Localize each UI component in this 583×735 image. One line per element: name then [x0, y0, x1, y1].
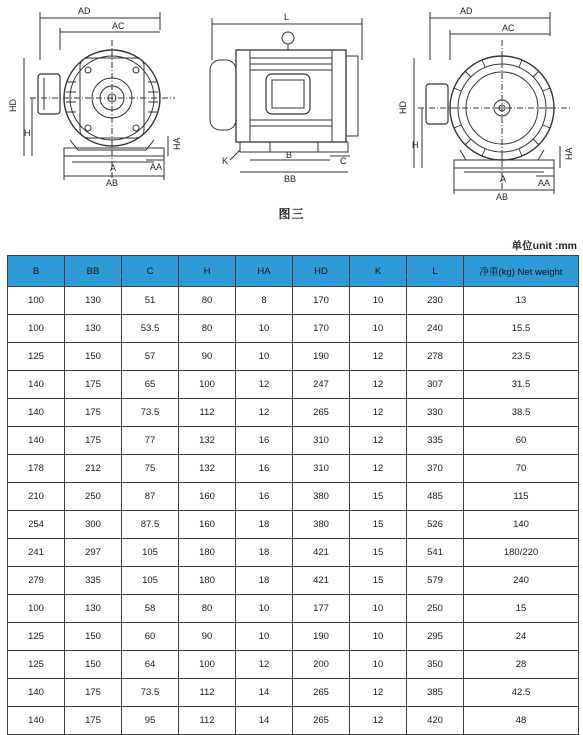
table-cell: 175 — [65, 371, 122, 399]
table-cell: 421 — [293, 567, 350, 595]
table-cell: 100 — [8, 315, 65, 343]
table-cell: 177 — [293, 595, 350, 623]
table-cell: 23.5 — [464, 343, 579, 371]
table-row — [8, 371, 579, 399]
table-cell: 60 — [122, 623, 179, 651]
table-header-row — [8, 256, 579, 287]
table-cell: 335 — [65, 567, 122, 595]
table-cell: 140 — [464, 511, 579, 539]
table-cell: 12 — [350, 707, 407, 735]
label-aa: AA — [538, 178, 551, 188]
table-cell: 8 — [236, 287, 293, 315]
label-h: H — [24, 128, 31, 138]
table-cell: 77 — [122, 427, 179, 455]
label-ac: AC — [502, 23, 515, 33]
table-cell: 42.5 — [464, 679, 579, 707]
table-cell: 130 — [65, 315, 122, 343]
table-cell: 125 — [8, 651, 65, 679]
table-cell: 31.5 — [464, 371, 579, 399]
table-cell: 12 — [350, 427, 407, 455]
table-cell: 385 — [407, 679, 464, 707]
label-ac: AC — [112, 21, 125, 31]
table-cell: 48 — [464, 707, 579, 735]
table-cell: 115 — [464, 483, 579, 511]
table-cell: 80 — [179, 287, 236, 315]
table-cell: 100 — [179, 371, 236, 399]
label-c: C — [340, 156, 347, 166]
label-hd: HD — [398, 101, 408, 114]
table-row — [8, 455, 579, 483]
table-cell: 250 — [65, 483, 122, 511]
table-cell: 80 — [179, 315, 236, 343]
table-row — [8, 539, 579, 567]
table-cell: 541 — [407, 539, 464, 567]
table-cell: 38.5 — [464, 399, 579, 427]
table-cell: 100 — [179, 651, 236, 679]
table-cell: 125 — [8, 343, 65, 371]
table-cell: 175 — [65, 679, 122, 707]
table-cell: 112 — [179, 679, 236, 707]
table-cell: 87 — [122, 483, 179, 511]
column-header-l: L — [407, 256, 464, 287]
table-cell: 175 — [65, 707, 122, 735]
table-cell: 370 — [407, 455, 464, 483]
label-l: L — [284, 12, 290, 22]
column-header-ha: HA — [236, 256, 293, 287]
figure-caption: 图三 — [278, 207, 305, 221]
table-cell: 18 — [236, 511, 293, 539]
label-ha: HA — [564, 147, 574, 160]
table-cell: 15 — [350, 483, 407, 511]
table-row — [8, 511, 579, 539]
column-header-c: C — [122, 256, 179, 287]
table-cell: 130 — [65, 287, 122, 315]
table-cell: 10 — [236, 595, 293, 623]
table-cell: 170 — [293, 315, 350, 343]
table-cell: 330 — [407, 399, 464, 427]
table-cell: 58 — [122, 595, 179, 623]
column-header-h: H — [179, 256, 236, 287]
table-cell: 15 — [350, 511, 407, 539]
front-view-drawing — [0, 0, 195, 200]
table-cell: 105 — [122, 567, 179, 595]
table-cell: 180 — [179, 539, 236, 567]
table-cell: 254 — [8, 511, 65, 539]
table-cell: 12 — [350, 679, 407, 707]
table-cell: 130 — [65, 595, 122, 623]
table-cell: 10 — [236, 343, 293, 371]
table-cell: 230 — [407, 287, 464, 315]
table-cell: 10 — [350, 623, 407, 651]
table-cell: 241 — [8, 539, 65, 567]
table-cell: 18 — [236, 539, 293, 567]
table-cell: 80 — [179, 595, 236, 623]
table-cell: 140 — [8, 679, 65, 707]
table-row — [8, 427, 579, 455]
table-cell: 16 — [236, 455, 293, 483]
table-cell: 105 — [122, 539, 179, 567]
label-ha: HA — [172, 137, 182, 150]
table-row — [8, 651, 579, 679]
table-cell: 310 — [293, 427, 350, 455]
table-cell: 53.5 — [122, 315, 179, 343]
table-cell: 212 — [65, 455, 122, 483]
label-ad: AD — [460, 6, 473, 16]
table-cell: 140 — [8, 427, 65, 455]
label-ab: AB — [496, 192, 509, 202]
table-cell: 73.5 — [122, 399, 179, 427]
table-row — [8, 343, 579, 371]
table-cell: 180/220 — [464, 539, 579, 567]
label-b: B — [286, 150, 293, 160]
column-header-bb: BB — [65, 256, 122, 287]
table-cell: 14 — [236, 679, 293, 707]
table-cell: 95 — [122, 707, 179, 735]
table-cell: 265 — [293, 707, 350, 735]
table-cell: 190 — [293, 623, 350, 651]
table-row — [8, 567, 579, 595]
table-cell: 90 — [179, 623, 236, 651]
table-cell: 295 — [407, 623, 464, 651]
column-header-net-weight: 净重(kg) Net weight — [464, 256, 579, 287]
dimension-table — [7, 255, 579, 735]
table-cell: 12 — [350, 371, 407, 399]
table-cell: 65 — [122, 371, 179, 399]
table-cell: 420 — [407, 707, 464, 735]
table-cell: 12 — [236, 371, 293, 399]
table-cell: 112 — [179, 707, 236, 735]
table-cell: 100 — [8, 595, 65, 623]
table-cell: 150 — [65, 623, 122, 651]
side-view-drawing — [200, 0, 375, 200]
table-cell: 14 — [236, 707, 293, 735]
table-cell: 125 — [8, 623, 65, 651]
table-cell: 310 — [293, 455, 350, 483]
table-row — [8, 707, 579, 735]
table-cell: 150 — [65, 343, 122, 371]
table-cell: 12 — [350, 455, 407, 483]
label-ad: AD — [78, 6, 91, 16]
label-aa: AA — [150, 162, 163, 172]
column-header-hd: HD — [293, 256, 350, 287]
table-row — [8, 595, 579, 623]
table-cell: 380 — [293, 483, 350, 511]
table-cell: 112 — [179, 399, 236, 427]
table-cell: 279 — [8, 567, 65, 595]
table-cell: 160 — [179, 511, 236, 539]
table-cell: 132 — [179, 455, 236, 483]
table-cell: 140 — [8, 371, 65, 399]
table-cell: 15 — [350, 567, 407, 595]
table-cell: 210 — [8, 483, 65, 511]
table-cell: 160 — [179, 483, 236, 511]
label-k: K — [222, 156, 229, 166]
table-cell: 307 — [407, 371, 464, 399]
table-cell: 278 — [407, 343, 464, 371]
table-cell: 250 — [407, 595, 464, 623]
table-cell: 200 — [293, 651, 350, 679]
table-cell: 300 — [65, 511, 122, 539]
table-cell: 64 — [122, 651, 179, 679]
table-row — [8, 315, 579, 343]
table-cell: 15 — [350, 539, 407, 567]
table-cell: 15 — [464, 595, 579, 623]
table-cell: 175 — [65, 427, 122, 455]
table-cell: 87.5 — [122, 511, 179, 539]
table-cell: 140 — [8, 399, 65, 427]
table-cell: 16 — [236, 427, 293, 455]
table-cell: 265 — [293, 679, 350, 707]
table-row — [8, 483, 579, 511]
label-hd: HD — [8, 99, 18, 112]
column-header-b: B — [8, 256, 65, 287]
table-row — [8, 679, 579, 707]
table-cell: 12 — [350, 399, 407, 427]
table-cell: 18 — [236, 567, 293, 595]
table-cell: 24 — [464, 623, 579, 651]
table-cell: 265 — [293, 399, 350, 427]
table-cell: 16 — [236, 483, 293, 511]
table-cell: 485 — [407, 483, 464, 511]
motor-drawings — [0, 0, 583, 200]
table-row — [8, 623, 579, 651]
table-cell: 140 — [8, 707, 65, 735]
unit-label: 单位unit :mm — [511, 240, 577, 252]
table-cell: 335 — [407, 427, 464, 455]
table-cell: 526 — [407, 511, 464, 539]
table-cell: 73.5 — [122, 679, 179, 707]
table-cell: 12 — [236, 651, 293, 679]
label-a: A — [500, 174, 507, 184]
table-cell: 90 — [179, 343, 236, 371]
table-cell: 178 — [8, 455, 65, 483]
table-row — [8, 287, 579, 315]
table-cell: 380 — [293, 511, 350, 539]
column-header-k: K — [350, 256, 407, 287]
table-cell: 100 — [8, 287, 65, 315]
table-cell: 10 — [350, 315, 407, 343]
table-cell: 15.5 — [464, 315, 579, 343]
table-cell: 240 — [407, 315, 464, 343]
table-cell: 57 — [122, 343, 179, 371]
table-cell: 421 — [293, 539, 350, 567]
table-cell: 132 — [179, 427, 236, 455]
fan-end-view-drawing — [390, 0, 583, 200]
table-cell: 10 — [350, 287, 407, 315]
label-a: A — [110, 163, 117, 173]
table-cell: 190 — [293, 343, 350, 371]
table-cell: 175 — [65, 399, 122, 427]
table-cell: 150 — [65, 651, 122, 679]
table-cell: 350 — [407, 651, 464, 679]
table-cell: 12 — [236, 399, 293, 427]
table-cell: 13 — [464, 287, 579, 315]
table-cell: 12 — [350, 343, 407, 371]
table-cell: 297 — [65, 539, 122, 567]
table-cell: 70 — [464, 455, 579, 483]
table-cell: 60 — [464, 427, 579, 455]
table-cell: 170 — [293, 287, 350, 315]
table-cell: 247 — [293, 371, 350, 399]
table-row — [8, 399, 579, 427]
label-ab: AB — [106, 178, 119, 188]
table-cell: 51 — [122, 287, 179, 315]
label-h: H — [412, 140, 419, 150]
table-body — [8, 287, 579, 735]
table-cell: 28 — [464, 651, 579, 679]
table-cell: 10 — [350, 595, 407, 623]
label-bb: BB — [284, 174, 297, 184]
table-cell: 579 — [407, 567, 464, 595]
table-cell: 10 — [236, 315, 293, 343]
table-cell: 240 — [464, 567, 579, 595]
table-cell: 180 — [179, 567, 236, 595]
table-cell: 10 — [350, 651, 407, 679]
table-cell: 10 — [236, 623, 293, 651]
table-cell: 75 — [122, 455, 179, 483]
